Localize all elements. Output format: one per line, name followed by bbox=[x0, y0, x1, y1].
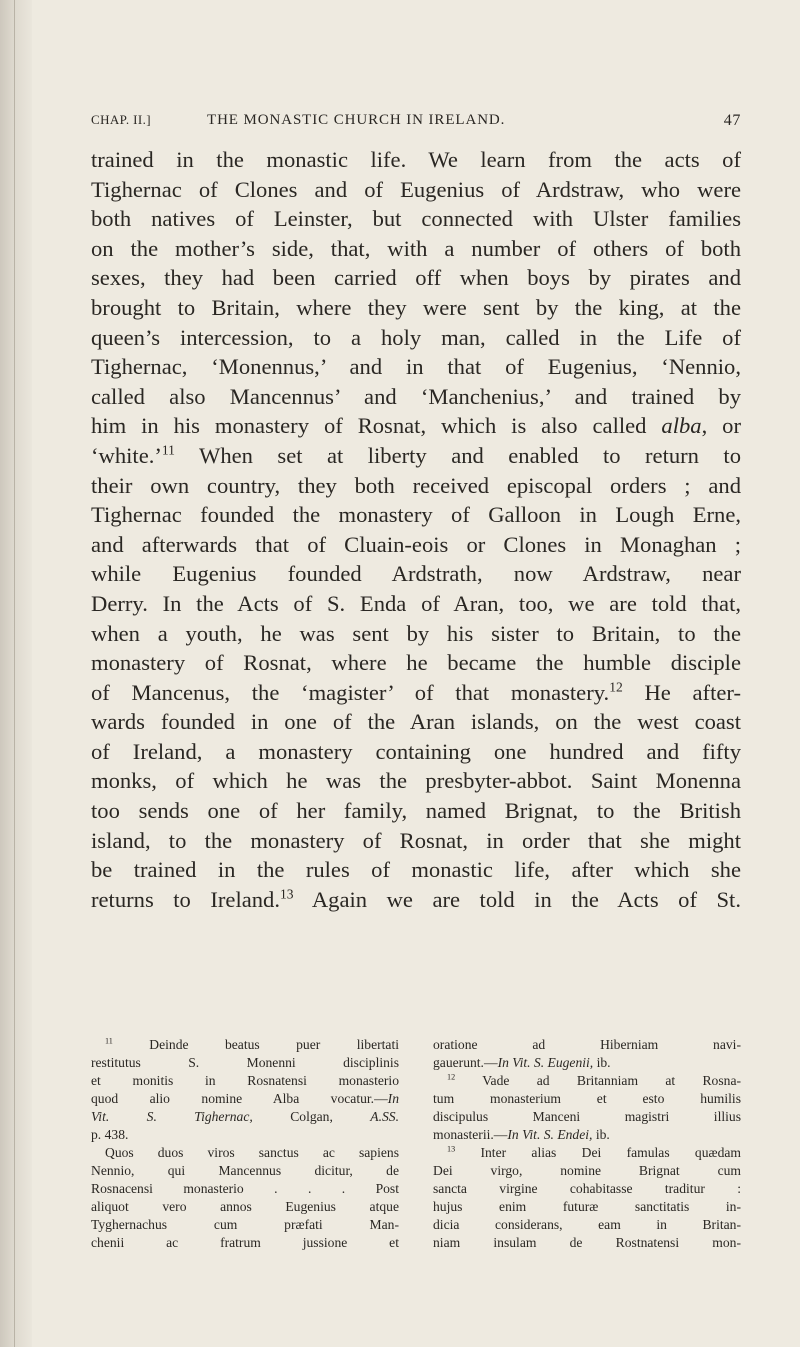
footnote-line bbox=[91, 1108, 399, 1126]
text-fragment: He after- bbox=[644, 679, 741, 705]
italic-text: In Vit. S. Eugenii, bbox=[497, 1055, 594, 1070]
text-line: monastery of Rosnat, where he became the humble disciple bbox=[91, 650, 741, 676]
footnote-ref: 13 bbox=[280, 886, 294, 902]
text-line bbox=[91, 411, 741, 441]
text-line: and afterwards that of Cluain-eois or Clones in Monaghan ; bbox=[91, 531, 741, 557]
text-line: island, to the monastery of Rosnat, in order that she might bbox=[91, 827, 741, 853]
footnote-line: hujus enim futuræ sanctitatis in- bbox=[433, 1199, 741, 1214]
text-fragment: ‘white.’ bbox=[91, 442, 162, 468]
footnote-line: Nennio, qui Mancennus dicitur, de bbox=[91, 1163, 399, 1178]
footnote-line: chenii ac fratrum jussione et bbox=[91, 1235, 399, 1250]
text-line: trained in the monastic life. We learn from the acts of bbox=[91, 147, 741, 172]
main-text bbox=[91, 145, 741, 914]
text-line: Tighernac of Clones and of Eugenius of Ardstraw, who were bbox=[91, 176, 741, 202]
text-line: brought to Britain, where they were sent by the king, at the bbox=[91, 294, 741, 320]
footnote-number: 13 bbox=[447, 1144, 456, 1154]
page-number: 47 bbox=[723, 112, 741, 129]
text-line: sexes, they had been carried off when boys by pirates and bbox=[91, 265, 741, 291]
text-line: while Eugenius founded Ardstrath, now Ardstraw, near bbox=[91, 561, 741, 587]
text-fragment: monasterii.— bbox=[433, 1127, 508, 1142]
footnote-line: sancta virgine cohabitasse traditur : bbox=[433, 1181, 741, 1196]
text-line: Tighernac founded the monastery of Galloon in Lough Erne, bbox=[91, 502, 741, 528]
footnote-line: Tyghernachus cum præfati Man- bbox=[91, 1217, 399, 1232]
footnote-number: 11 bbox=[105, 1036, 113, 1046]
text-fragment: Vade ad Britanniam at Rosna- bbox=[482, 1073, 741, 1088]
italic-text: A.SS. bbox=[370, 1109, 399, 1124]
footnote-line: dicia considerans, eam in Britan- bbox=[433, 1217, 741, 1232]
italic-text: In Vit. S. Endei, bbox=[507, 1127, 593, 1142]
footnote-column-right bbox=[433, 1036, 741, 1252]
binding-edge bbox=[14, 0, 15, 1347]
text-line: Tighernac, ‘Monennus,’ and in that of Eugenius, ‘Nennio, bbox=[91, 354, 741, 380]
text-fragment: Colgan, bbox=[290, 1109, 333, 1124]
text-line: on the mother’s side, that, with a number of others of both bbox=[91, 235, 741, 261]
text-line: called also Mancennus’ and ‘Manchenius,’ and trained by bbox=[91, 383, 741, 409]
footnote-ref: 12 bbox=[609, 679, 623, 695]
text-fragment: , or bbox=[701, 413, 741, 439]
footnote-line: oratione ad Hiberniam navi- bbox=[433, 1037, 741, 1052]
text-line: queen’s intercession, to a holy man, called in the Life of bbox=[91, 324, 741, 350]
chapter-label: CHAP. II.] bbox=[91, 112, 151, 127]
footnote-line: niam insulam de Rostnatensi mon- bbox=[433, 1235, 741, 1250]
text-fragment: of Mancenus, the ‘magister’ of that monastery. bbox=[91, 679, 610, 705]
text-fragment: returns to Ireland. bbox=[91, 886, 280, 912]
text-line: both natives of Leinster, but connected with Ulster families bbox=[91, 206, 741, 232]
text-line: of Ireland, a monastery containing one hundred and fifty bbox=[91, 738, 741, 764]
footnote-line: Dei virgo, nomine Brignat cum bbox=[433, 1163, 741, 1178]
text-line: too sends one of her family, named Brignat, to the British bbox=[91, 798, 741, 824]
italic-text: Vit. S. Tighernac, bbox=[91, 1109, 253, 1124]
footnote-line: aliquot vero annos Eugenius atque bbox=[91, 1199, 399, 1214]
text-line: Derry. In the Acts of S. Enda of Aran, too, we are told that, bbox=[91, 590, 741, 616]
text-fragment: gauerunt.— bbox=[433, 1055, 498, 1070]
text-line bbox=[91, 678, 741, 708]
running-header bbox=[91, 112, 741, 134]
text-line: wards founded in one of the Aran islands, on the west coast bbox=[91, 709, 741, 735]
italic-word: alba bbox=[661, 413, 702, 439]
book-gutter-shadow bbox=[0, 0, 32, 1347]
footnote-line bbox=[433, 1054, 741, 1072]
text-fragment: ib. bbox=[596, 1055, 611, 1070]
text-fragment: Deinde beatus puer libertati bbox=[149, 1037, 399, 1052]
footnote-ref: 11 bbox=[161, 442, 175, 458]
footnote-line bbox=[433, 1144, 741, 1162]
footnote-column-left bbox=[91, 1036, 399, 1252]
italic-text: In bbox=[387, 1091, 399, 1106]
text-fragment: him in his monastery of Rosnat, which is also called bbox=[91, 413, 647, 439]
footnote-line bbox=[433, 1126, 741, 1144]
text-line bbox=[91, 885, 741, 915]
footnote-line: et monitis in Rosnatensi monasterio bbox=[91, 1073, 399, 1088]
text-fragment: quod alio nomine Alba vocatur.— bbox=[91, 1091, 388, 1106]
footnote-line bbox=[91, 1090, 399, 1108]
footnote-line: Quos duos viros sanctus ac sapiens bbox=[105, 1145, 399, 1160]
running-title: THE MONASTIC CHURCH IN IRELAND. bbox=[207, 112, 506, 128]
footnote-number: 12 bbox=[447, 1072, 456, 1082]
text-line: when a youth, he was sent by his sister to Britain, to the bbox=[91, 620, 741, 646]
footnote-line: Rosnacensi monasterio . . . Post bbox=[91, 1181, 399, 1196]
footnote-line: p. 438. bbox=[91, 1127, 129, 1142]
text-fragment: Inter alias Dei famulas quædam bbox=[480, 1145, 741, 1160]
footnote-line: restitutus S. Monenni disciplinis bbox=[91, 1055, 399, 1070]
text-line: monks, of which he was the presbyter-abbot. Saint Monenna bbox=[91, 768, 741, 794]
text-line: be trained in the rules of monastic life, after which she bbox=[91, 857, 741, 883]
footnote-line: tum monasterium et esto humilis bbox=[433, 1091, 741, 1106]
footnote-line bbox=[91, 1036, 399, 1054]
text-fragment: ib. bbox=[595, 1127, 610, 1142]
text-line bbox=[91, 441, 741, 471]
text-fragment: When set at liberty and enabled to return to bbox=[199, 442, 742, 468]
footnote-line bbox=[433, 1072, 741, 1090]
text-line: their own country, they both received episcopal orders ; and bbox=[91, 472, 741, 498]
footnote-line: discipulus Manceni magistri illius bbox=[433, 1109, 741, 1124]
text-fragment: Again we are told in the Acts of St. bbox=[311, 886, 741, 912]
